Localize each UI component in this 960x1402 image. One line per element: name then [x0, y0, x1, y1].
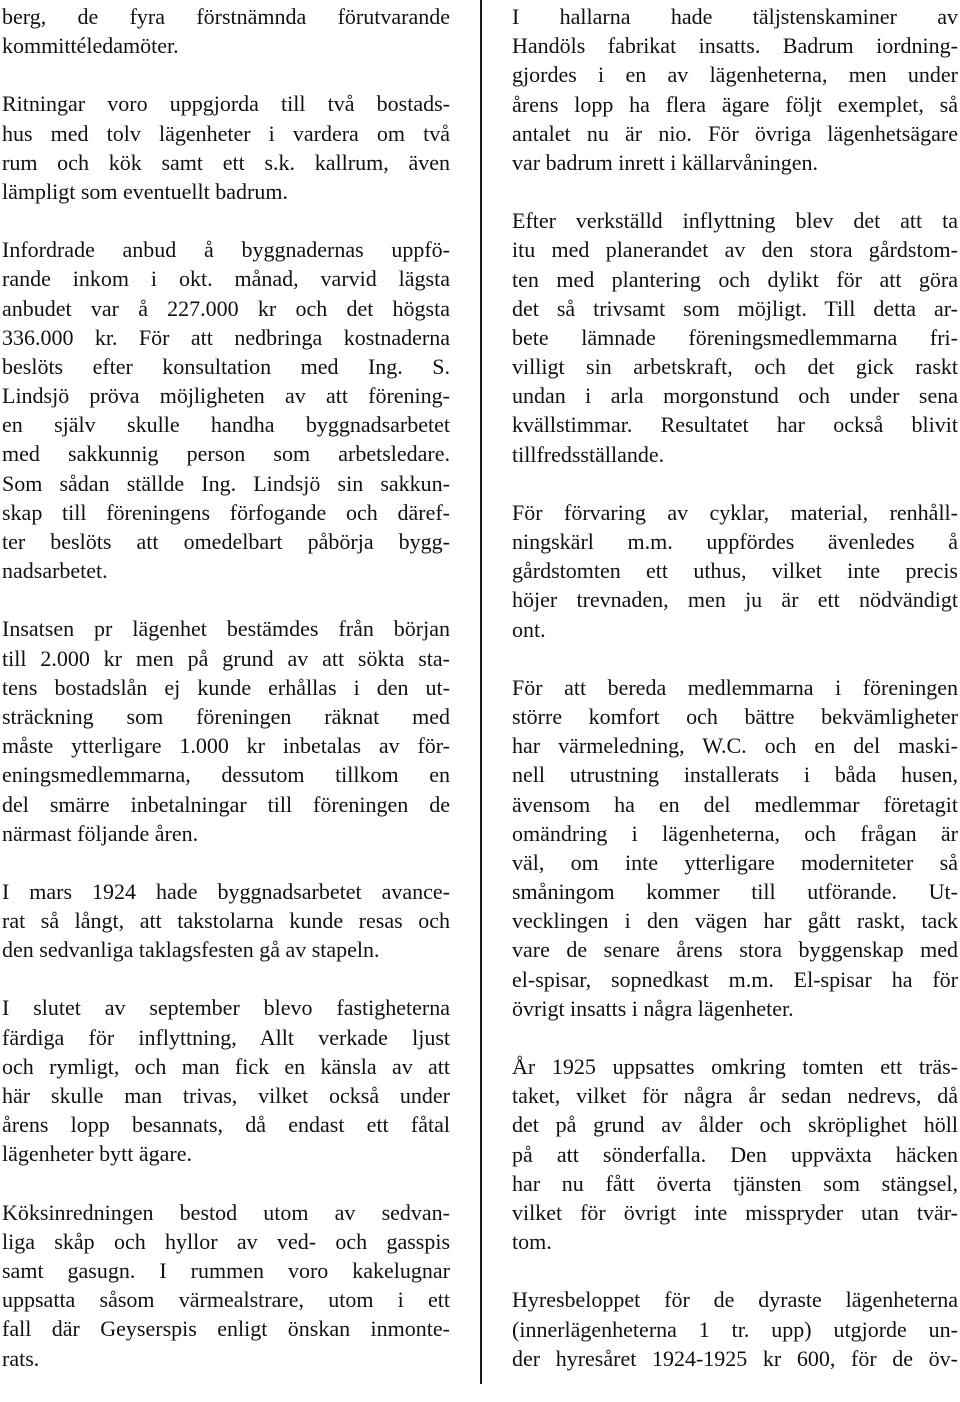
- left-text-column: [2, 2, 450, 1402]
- text-line: färdiga för inflyttning, Allt verkade ljust: [2, 1024, 450, 1050]
- paragraph: [2, 1198, 450, 1373]
- text-line: småningom kommer till utförande. Ut-: [512, 879, 958, 905]
- text-line: Handöls fabrikat insatts. Badrum iordning-: [512, 33, 958, 59]
- text-line: beslöts efter konsultation med Ing. S.: [2, 353, 450, 379]
- text-line: till 2.000 kr men på grund av att sökta sta-: [2, 645, 450, 671]
- text-line: kommittéledamöter.: [2, 33, 179, 59]
- column-divider: [480, 0, 482, 1384]
- paragraph: [512, 2, 958, 177]
- text-line: rum och kök samt ett s.k. kallrum, även: [2, 149, 450, 175]
- text-line: (innerlägenheterna 1 tr. upp) utgjorde un-: [512, 1316, 958, 1342]
- text-line: hus med tolv lägenheter i vardera om två: [2, 120, 450, 146]
- text-line: Infordrade anbud å byggnadernas uppfö-: [2, 237, 450, 263]
- text-line: vare de senare årens stora byggenskap med: [512, 937, 958, 963]
- paragraph: [2, 2, 450, 60]
- text-line: itu med planerandet av den stora gårdstom-: [512, 237, 958, 263]
- text-line: omändring i lägenheterna, och frågan är: [512, 820, 958, 846]
- text-line: 336.000 kr. För att nedbringa kostnaderna: [2, 324, 450, 350]
- text-line: el-spisar, sopnedkast m.m. El-spisar ha för: [512, 966, 958, 992]
- text-line: För att bereda medlemmarna i föreningen: [512, 674, 958, 700]
- text-line: rat så långt, att takstolarna kunde resas och: [2, 908, 450, 934]
- text-line: I slutet av september blevo fastigheterna: [2, 995, 450, 1021]
- text-line: Köksinredningen bestod utom av sedvan-: [2, 1199, 450, 1225]
- text-line: med sakkunnig person som arbetsledare.: [2, 441, 450, 467]
- paragraph: [2, 614, 450, 848]
- text-line: fall där Geyserspis enligt önskan inmonte-: [2, 1316, 450, 1342]
- text-line: För förvaring av cyklar, material, renhåll-: [512, 499, 958, 525]
- text-line: tillfredsställande.: [512, 441, 665, 467]
- text-line: gårdstomten ett uthus, vilket inte precis: [512, 558, 958, 584]
- text-line: rats.: [2, 1345, 40, 1371]
- text-line: ter beslöts att omedelbart påbörja bygg-: [2, 529, 450, 554]
- text-line: det så trivsamt som möjligt. Till detta ar-: [512, 295, 958, 321]
- text-line: vecklingen i den vägen har gått raskt, tack: [512, 908, 958, 934]
- text-line: den sedvanliga taklagsfesten gå av stapeln.: [2, 937, 380, 963]
- text-line: måste ytterligare 1.000 kr inbetalas av för-: [2, 733, 450, 759]
- paragraph: [2, 877, 450, 965]
- text-line: ningskärl m.m. uppfördes ävenledes å: [512, 529, 958, 554]
- text-line: sträckning som föreningen räknat med: [2, 703, 450, 729]
- text-line: tens bostadslån ej kunde erhållas i den ut-: [2, 674, 450, 700]
- text-line: ont.: [512, 616, 546, 642]
- text-line: der hyresåret 1924-1925 kr 600, för de öv-: [512, 1345, 958, 1371]
- text-line: liga skåp och hyllor av ved- och gasspis: [2, 1228, 450, 1254]
- text-line: vilket för övrigt inte misspryder utan tvär-: [512, 1199, 958, 1225]
- text-line: tom.: [512, 1229, 552, 1255]
- text-line: årens lopp besannats, då endast ett fåtal: [2, 1112, 450, 1138]
- right-text-column: [512, 2, 958, 1402]
- text-line: har värmeledning, W.C. och en del maski-: [512, 733, 958, 759]
- text-line: del smärre inbetalningar till föreningen de: [2, 791, 450, 817]
- text-line: År 1925 uppsattes omkring tomten ett träs-: [512, 1054, 958, 1079]
- text-line: rande inkom i okt. månad, varvid lägsta: [2, 266, 450, 292]
- paragraph: [512, 1285, 958, 1373]
- text-line: uppsatta såsom värmealstrare, utom i ett: [2, 1287, 450, 1313]
- text-line: höjer trevnaden, men ju är ett nödvändigt: [512, 587, 958, 613]
- text-line: större komfort och bättre bekvämligheter: [512, 703, 958, 729]
- text-line: gjordes i en av lägenheterna, men under: [512, 62, 958, 88]
- paragraph: [2, 993, 450, 1168]
- text-line: undan i arla morgonstund och under sena: [512, 383, 958, 409]
- text-line: taket, vilket för några år sedan nedrevs, då: [512, 1083, 958, 1109]
- text-line: övrigt insatts i några lägenheter.: [512, 995, 794, 1021]
- text-line: ävensom ha en del medlemmar företagit: [512, 791, 958, 817]
- text-line: bete lämnade föreningsmedlemmarna fri-: [512, 324, 958, 350]
- text-line: skap till föreningens förfogande och däref-: [2, 499, 450, 525]
- text-line: kvällstimmar. Resultatet har också blivit: [512, 412, 958, 438]
- paragraph: [512, 1052, 958, 1256]
- text-line: nadsarbetet.: [2, 558, 108, 584]
- text-line: väl, om inte ytterligare moderniteter så: [512, 849, 958, 875]
- text-line: närmast följande åren.: [2, 820, 199, 846]
- text-line: ten med plantering och dylikt för att göra: [512, 266, 958, 292]
- text-line: berg, de fyra förstnämnda förutvarande: [2, 4, 450, 29]
- text-line: I hallarna hade täljstenskaminer av: [512, 4, 958, 29]
- text-line: Hyresbeloppet för de dyraste lägenheterna: [512, 1287, 958, 1313]
- text-line: det på grund av ålder och skröplighet höll: [512, 1112, 958, 1138]
- text-line: eningsmedlemmarna, dessutom tillkom en: [2, 762, 450, 788]
- text-line: samt gasugn. I rummen voro kakelugnar: [2, 1257, 450, 1283]
- text-line: Lindsjö pröva möjligheten av att förening-: [2, 383, 450, 409]
- text-line: Efter verkställd inflyttning blev det att ta: [512, 208, 958, 234]
- text-line: villigt sin arbetskraft, och det gick raskt: [512, 354, 958, 380]
- paragraph: [2, 89, 450, 206]
- text-line: var badrum inrett i källarvåningen.: [512, 149, 819, 175]
- text-line: anbudet var å 227.000 kr och det högsta: [2, 295, 450, 321]
- text-line: Insatsen pr lägenhet bestämdes från början: [2, 616, 450, 642]
- text-line: lägenheter bytt ägare.: [2, 1141, 192, 1167]
- text-line: har nu fått överta tjänsten som stängsel,: [512, 1170, 958, 1196]
- paragraph: [512, 498, 958, 644]
- text-line: på att sönderfalla. Den uppväxta häcken: [512, 1141, 958, 1167]
- text-line: lämpligt som eventuellt badrum.: [2, 178, 288, 204]
- text-line: här skulle man trivas, vilket också under: [2, 1083, 450, 1108]
- text-line: årens lopp ha flera ägare följt exemplet, så: [512, 91, 958, 117]
- text-line: Som sådan ställde Ing. Lindsjö sin sakkun-: [2, 470, 450, 496]
- paragraph: [2, 235, 450, 585]
- text-line: nell utrustning installerats i båda husen,: [512, 762, 958, 788]
- text-line: och rymligt, och man fick en känsla av att: [2, 1053, 450, 1079]
- text-line: I mars 1924 hade byggnadsarbetet avance-: [2, 878, 450, 904]
- text-line: antalet nu är nio. För övriga lägenhetsägare: [512, 120, 958, 146]
- paragraph: [512, 673, 958, 1023]
- text-line: Ritningar voro uppgjorda till två bostads-: [2, 91, 450, 117]
- paragraph: [512, 206, 958, 469]
- text-line: en själv skulle handha byggnadsarbetet: [2, 412, 450, 438]
